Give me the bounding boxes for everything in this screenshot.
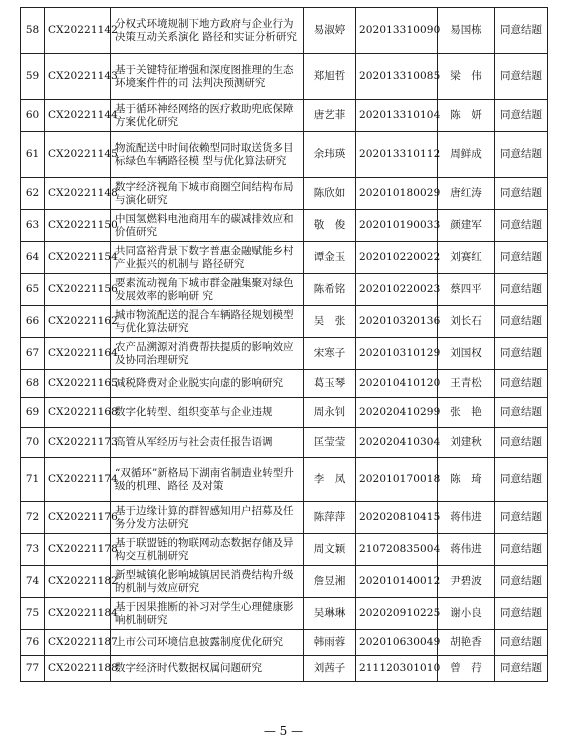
student-id: 202010170018 — [356, 458, 438, 502]
project-code: CX20221150 — [45, 210, 111, 242]
student-name: 陈希铭 — [304, 274, 356, 306]
row-number: 68 — [21, 370, 45, 398]
project-code: CX20221174 — [45, 458, 111, 502]
student-name: 陈欣如 — [304, 178, 356, 210]
advisor-name: 张 艳 — [438, 398, 495, 428]
advisor-name: 刘赛红 — [438, 242, 495, 274]
student-id: 211120301010 — [356, 656, 438, 682]
student-name: 周永钊 — [304, 398, 356, 428]
project-code: CX20221142 — [45, 8, 111, 54]
student-name: 刘茜子 — [304, 656, 356, 682]
row-number: 65 — [21, 274, 45, 306]
project-title: 基于关键特征增强和深度图推理的生态环境案件件的司 法判决预测研究 — [111, 54, 304, 100]
advisor-name: 谢小良 — [438, 598, 495, 630]
project-title: 共同富裕背景下数字普惠金融赋能乡村产业振兴的机制与 路径研究 — [111, 242, 304, 274]
review-result: 同意结题 — [495, 178, 548, 210]
student-name: 宋寒子 — [304, 338, 356, 370]
student-name: 吴 张 — [304, 306, 356, 338]
row-number: 72 — [21, 502, 45, 534]
review-result: 同意结题 — [495, 534, 548, 566]
advisor-name: 刘长石 — [438, 306, 495, 338]
project-title: 基于边缘计算的群智感知用户招募及任务分发方法研究 — [111, 502, 304, 534]
project-title: 数字经济时代数据权属问题研究 — [111, 656, 304, 682]
advisor-name: 尹碧波 — [438, 566, 495, 598]
review-result: 同意结题 — [495, 54, 548, 100]
project-code: CX20221164 — [45, 338, 111, 370]
student-id: 202010630049 — [356, 630, 438, 656]
student-id: 202010140012 — [356, 566, 438, 598]
advisor-name: 陈 妍 — [438, 100, 495, 132]
review-result: 同意结题 — [495, 598, 548, 630]
student-id: 202020910225 — [356, 598, 438, 630]
student-name: 唐艺菲 — [304, 100, 356, 132]
advisor-name: 颜建军 — [438, 210, 495, 242]
project-title: 中国氢燃料电池商用车的碳减排效应和价值研究 — [111, 210, 304, 242]
row-number: 63 — [21, 210, 45, 242]
review-result: 同意结题 — [495, 458, 548, 502]
project-title: 基于因果推断的补习对学生心理健康影响机制研究 — [111, 598, 304, 630]
project-title: 减税降费对企业脱实向虚的影响研究 — [111, 370, 304, 398]
table-row — [21, 306, 548, 338]
page-number: — 5 — — [263, 724, 304, 738]
row-number: 71 — [21, 458, 45, 502]
student-id: 202010190033 — [356, 210, 438, 242]
advisor-name: 胡艳香 — [438, 630, 495, 656]
advisor-name: 曾 荇 — [438, 656, 495, 682]
student-id: 202010180029 — [356, 178, 438, 210]
project-code: CX20221143 — [45, 54, 111, 100]
student-name: 郑旭哲 — [304, 54, 356, 100]
row-number: 70 — [21, 428, 45, 458]
advisor-name: 刘国权 — [438, 338, 495, 370]
student-id: 202010320136 — [356, 306, 438, 338]
table-row — [21, 242, 548, 274]
table-row — [21, 598, 548, 630]
row-number: 77 — [21, 656, 45, 682]
table-row — [21, 370, 548, 398]
advisor-name: 梁 伟 — [438, 54, 495, 100]
advisor-name: 王青松 — [438, 370, 495, 398]
row-number: 59 — [21, 54, 45, 100]
project-code: CX20221168 — [45, 398, 111, 428]
table-row — [21, 534, 548, 566]
row-number: 73 — [21, 534, 45, 566]
advisor-name: 陈 琦 — [438, 458, 495, 502]
student-name: 余玮瑛 — [304, 132, 356, 178]
row-number: 74 — [21, 566, 45, 598]
table-row — [21, 8, 548, 54]
student-name: 詹昱湘 — [304, 566, 356, 598]
project-code: CX20221162 — [45, 306, 111, 338]
review-result: 同意结题 — [495, 428, 548, 458]
project-code: CX20221184 — [45, 598, 111, 630]
student-id: 202010220022 — [356, 242, 438, 274]
review-result: 同意结题 — [495, 656, 548, 682]
student-id: 202013310090 — [356, 8, 438, 54]
student-name: 陈萍萍 — [304, 502, 356, 534]
student-name: 谭金玉 — [304, 242, 356, 274]
student-id: 202013310112 — [356, 132, 438, 178]
review-result: 同意结题 — [495, 8, 548, 54]
row-number: 66 — [21, 306, 45, 338]
table-row — [21, 100, 548, 132]
project-code: CX20221176 — [45, 502, 111, 534]
project-title: 高管从军经历与社会责任报告语调 — [111, 428, 304, 458]
advisor-name: 易国栋 — [438, 8, 495, 54]
student-id: 202010220023 — [356, 274, 438, 306]
project-title: 基于联盟链的物联网动态数据存储及异构交互机制研究 — [111, 534, 304, 566]
row-number: 62 — [21, 178, 45, 210]
review-result: 同意结题 — [495, 338, 548, 370]
project-title: 数字经济视角下城市商圈空间结构布局与演化研究 — [111, 178, 304, 210]
project-code: CX20221173 — [45, 428, 111, 458]
table-body — [21, 8, 548, 682]
student-name: 韩雨蓉 — [304, 630, 356, 656]
table-row — [21, 398, 548, 428]
table-row — [21, 210, 548, 242]
review-result: 同意结题 — [495, 210, 548, 242]
project-title: 分权式环境规制下地方政府与企业行为决策互动关系演化 路径和实证分析研究 — [111, 8, 304, 54]
project-code: CX20221154 — [45, 242, 111, 274]
project-code: CX20221148 — [45, 178, 111, 210]
advisor-name: 周鲜成 — [438, 132, 495, 178]
student-name: 敬 俊 — [304, 210, 356, 242]
advisor-name: 蒋伟进 — [438, 534, 495, 566]
project-title: 数字化转型、组织变革与企业违规 — [111, 398, 304, 428]
student-name: 周文颖 — [304, 534, 356, 566]
review-result: 同意结题 — [495, 398, 548, 428]
project-title: “双循环”新格局下湖南省制造业转型升级的机理、路径 及对策 — [111, 458, 304, 502]
table-row — [21, 656, 548, 682]
project-title: 物流配送中时间依赖型同时取送货多目标绿色车辆路径模 型与优化算法研究 — [111, 132, 304, 178]
student-id: 202013310085 — [356, 54, 438, 100]
project-code: CX20221165 — [45, 370, 111, 398]
student-name: 葛玉琴 — [304, 370, 356, 398]
student-id: 202020810415 — [356, 502, 438, 534]
row-number: 76 — [21, 630, 45, 656]
project-code: CX20221156 — [45, 274, 111, 306]
project-title: 新型城镇化影响城镇居民消费结构升级的机制与效应研究 — [111, 566, 304, 598]
student-id: 202020410304 — [356, 428, 438, 458]
table-row — [21, 458, 548, 502]
review-result: 同意结题 — [495, 566, 548, 598]
row-number: 61 — [21, 132, 45, 178]
project-title: 农产品溯源对消费帮扶提质的影响效应及协同治理研究 — [111, 338, 304, 370]
student-name: 李 凤 — [304, 458, 356, 502]
student-id: 210720835004 — [356, 534, 438, 566]
project-code: CX20221178 — [45, 534, 111, 566]
table-row — [21, 132, 548, 178]
project-code: CX20221187 — [45, 630, 111, 656]
student-id: 202020410299 — [356, 398, 438, 428]
review-result: 同意结题 — [495, 630, 548, 656]
project-title: 基于循环神经网络的医疗救助兜底保障方案优化研究 — [111, 100, 304, 132]
advisor-name: 蔡四平 — [438, 274, 495, 306]
review-result: 同意结题 — [495, 132, 548, 178]
student-id: 202013310104 — [356, 100, 438, 132]
project-code: CX20221145 — [45, 132, 111, 178]
student-name: 匡莹莹 — [304, 428, 356, 458]
project-title: 城市物流配送的混合车辆路径规划模型与优化算法研究 — [111, 306, 304, 338]
student-name: 吴琳琳 — [304, 598, 356, 630]
row-number: 58 — [21, 8, 45, 54]
student-name: 易淑婷 — [304, 8, 356, 54]
table-row — [21, 502, 548, 534]
project-title: 要素流动视角下城市群金融集聚对绿色发展效率的影响研 究 — [111, 274, 304, 306]
review-result: 同意结题 — [495, 242, 548, 274]
project-completion-table — [20, 7, 548, 682]
review-result: 同意结题 — [495, 370, 548, 398]
review-result: 同意结题 — [495, 100, 548, 132]
table-row — [21, 428, 548, 458]
student-id: 202010410120 — [356, 370, 438, 398]
project-code: CX20221144 — [45, 100, 111, 132]
project-code: CX20221188 — [45, 656, 111, 682]
table-row — [21, 338, 548, 370]
table-row — [21, 178, 548, 210]
advisor-name: 蒋伟进 — [438, 502, 495, 534]
row-number: 64 — [21, 242, 45, 274]
student-id: 202010310129 — [356, 338, 438, 370]
review-result: 同意结题 — [495, 306, 548, 338]
advisor-name: 唐红涛 — [438, 178, 495, 210]
review-result: 同意结题 — [495, 502, 548, 534]
project-code: CX20221182 — [45, 566, 111, 598]
table-row — [21, 630, 548, 656]
row-number: 67 — [21, 338, 45, 370]
table-row — [21, 54, 548, 100]
table-row — [21, 566, 548, 598]
table-row — [21, 274, 548, 306]
advisor-name: 刘建秋 — [438, 428, 495, 458]
row-number: 60 — [21, 100, 45, 132]
review-result: 同意结题 — [495, 274, 548, 306]
project-title: 上市公司环境信息披露制度优化研究 — [111, 630, 304, 656]
row-number: 75 — [21, 598, 45, 630]
row-number: 69 — [21, 398, 45, 428]
